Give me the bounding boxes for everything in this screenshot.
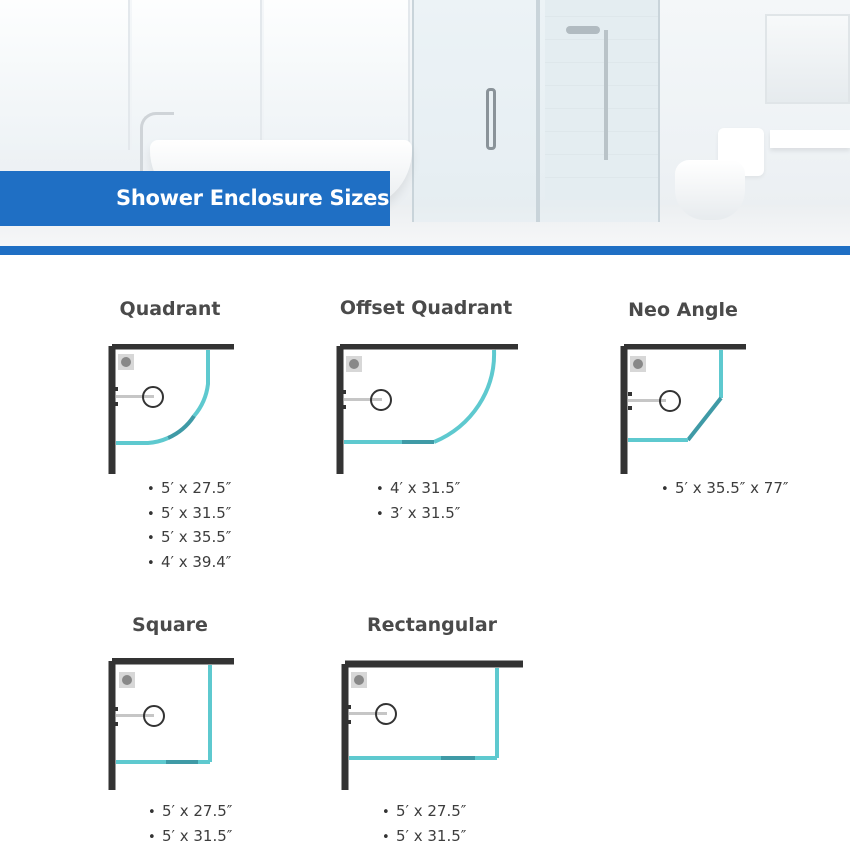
drain-grate bbox=[349, 359, 359, 369]
window-panel bbox=[0, 0, 130, 150]
heading-square: Square bbox=[132, 614, 208, 636]
heading-quadrant: Quadrant bbox=[119, 298, 221, 320]
shower-arm bbox=[116, 714, 154, 717]
valve-icon bbox=[342, 405, 346, 409]
square-diagram bbox=[106, 658, 236, 792]
valve-icon bbox=[114, 722, 118, 726]
size-item: • 4′ x 31.5″ bbox=[376, 476, 460, 501]
valve-icon bbox=[628, 392, 632, 396]
drain-grate bbox=[633, 359, 643, 369]
window-panel bbox=[264, 0, 410, 150]
heading-rectangular: Rectangular bbox=[366, 614, 498, 636]
valve-icon bbox=[347, 705, 351, 709]
rectangular-size-list bbox=[382, 799, 466, 848]
mirror bbox=[765, 14, 850, 104]
divider bbox=[0, 246, 850, 255]
neo-angle-size-list bbox=[661, 476, 788, 501]
valve-icon bbox=[114, 707, 118, 711]
glass-door bbox=[168, 416, 194, 438]
drain-grate bbox=[354, 675, 364, 685]
glass-panel bbox=[412, 0, 538, 222]
heading-neo-angle: Neo Angle bbox=[628, 299, 738, 321]
valve-icon bbox=[628, 406, 632, 410]
quadrant-diagram bbox=[106, 344, 238, 476]
shower-arm bbox=[349, 712, 387, 715]
size-item: • 5′ x 35.5″ bbox=[147, 525, 231, 550]
neo-angle-diagram bbox=[618, 344, 748, 476]
size-item: • 5′ x 27.5″ bbox=[148, 799, 232, 824]
valve-icon bbox=[114, 387, 118, 391]
size-item: • 5′ x 31.5″ bbox=[148, 824, 232, 849]
valve-icon bbox=[347, 720, 351, 724]
door-handle bbox=[486, 88, 496, 150]
size-item: • 5′ x 35.5″ x 77″ bbox=[661, 476, 788, 501]
size-item: • 4′ x 39.4″ bbox=[147, 550, 231, 575]
size-item: • 5′ x 27.5″ bbox=[382, 799, 466, 824]
quadrant-size-list bbox=[147, 476, 231, 574]
vanity-counter bbox=[770, 130, 850, 148]
glass-panel bbox=[194, 350, 208, 416]
shower-arm bbox=[116, 395, 154, 398]
square-size-list bbox=[148, 799, 232, 848]
size-item: • 5′ x 27.5″ bbox=[147, 476, 231, 501]
valve-icon bbox=[114, 402, 118, 406]
size-item: • 3′ x 31.5″ bbox=[376, 501, 460, 526]
rectangular-diagram bbox=[339, 658, 525, 792]
valve-icon bbox=[342, 390, 346, 394]
drain-grate bbox=[122, 675, 132, 685]
banner-title-bar bbox=[0, 171, 390, 226]
heading-offset-quadrant: Offset Quadrant bbox=[339, 297, 513, 319]
size-item: • 5′ x 31.5″ bbox=[147, 501, 231, 526]
toilet bbox=[675, 160, 745, 220]
shower-arm bbox=[344, 398, 382, 401]
offset-quadrant-size-list bbox=[376, 476, 460, 525]
page-title: Shower Enclosure Sizes bbox=[116, 186, 390, 210]
glass-panel bbox=[434, 350, 494, 442]
glass-panel bbox=[116, 438, 168, 443]
glass-door bbox=[688, 398, 721, 440]
drain-grate bbox=[121, 357, 131, 367]
size-item: • 5′ x 31.5″ bbox=[382, 824, 466, 849]
offset-quadrant-diagram bbox=[334, 344, 520, 476]
glass-panel bbox=[538, 0, 660, 222]
